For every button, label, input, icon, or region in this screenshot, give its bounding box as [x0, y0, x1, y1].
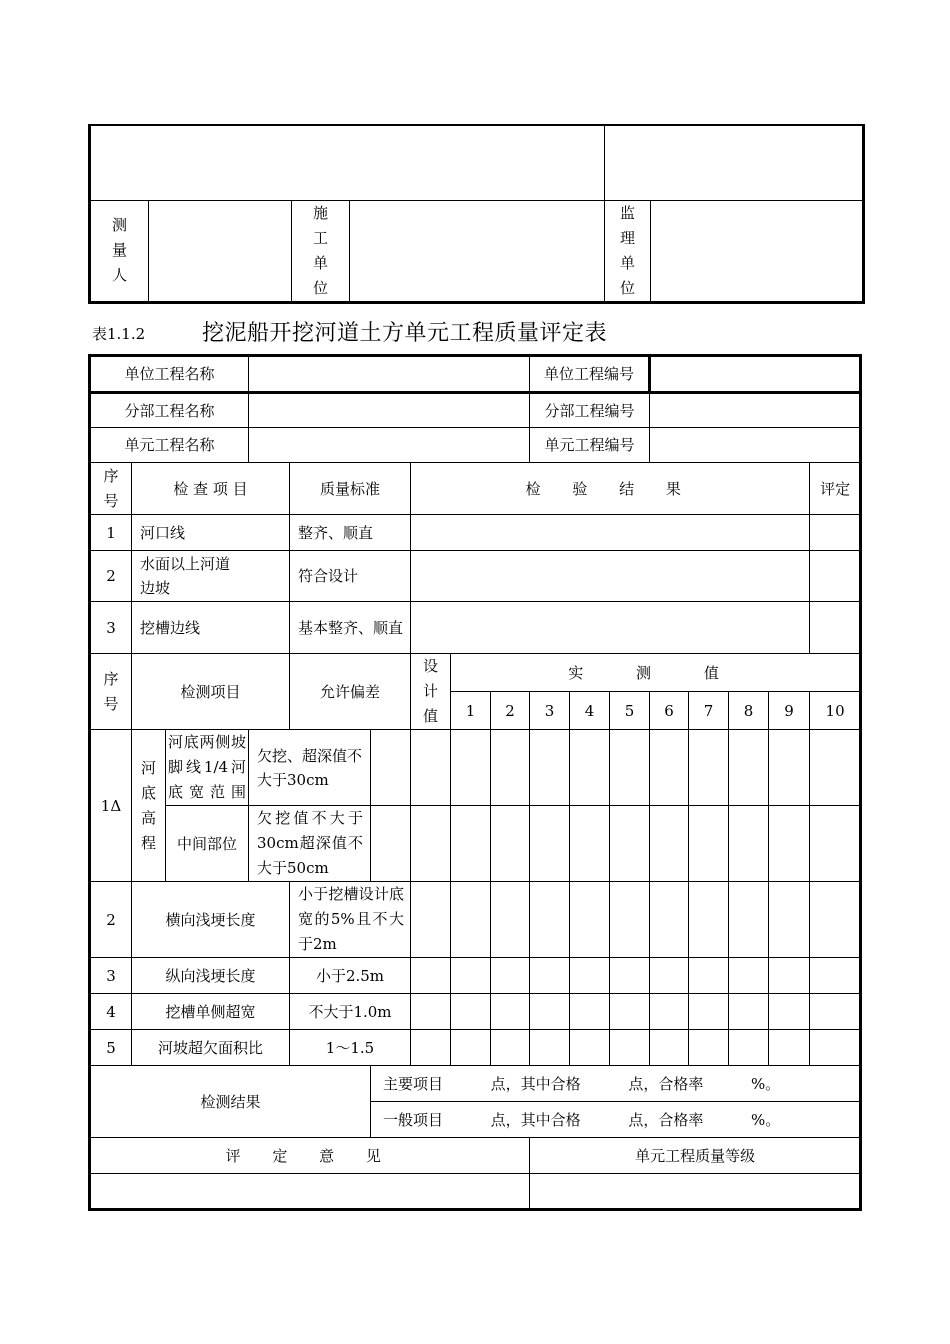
measure-seq: 3 — [90, 958, 132, 994]
design-value[interactable] — [411, 994, 451, 1030]
measured-value[interactable] — [491, 994, 530, 1030]
inspection-seq-header — [90, 463, 132, 515]
measured-value[interactable] — [610, 882, 650, 958]
measure-seq: 2 — [90, 882, 132, 958]
seq-header-text: 序号 — [103, 466, 119, 510]
measure-item: 河坡超欠面积比 — [132, 1030, 290, 1066]
measure-item-text: 河底两侧坡脚线1/4河底宽范围 — [168, 733, 246, 801]
measured-value[interactable] — [610, 994, 650, 1030]
measured-value[interactable] — [769, 806, 810, 882]
measured-value[interactable] — [810, 994, 861, 1030]
measured-value[interactable] — [530, 958, 570, 994]
inspection-item: 河口线 — [132, 515, 290, 551]
measure-tolerance — [249, 806, 371, 882]
unit-project-no-label: 单位工程编号 — [530, 356, 650, 393]
measured-value[interactable] — [689, 994, 729, 1030]
table-row — [90, 882, 861, 958]
inspection-item-header: 检 查 项 目 — [132, 463, 290, 515]
measure-item: 挖槽单侧超宽 — [132, 994, 290, 1030]
table-row — [90, 1030, 861, 1066]
measure-number: 3 — [530, 692, 570, 730]
measured-value[interactable] — [491, 730, 530, 806]
measure-item: 中间部位 — [166, 806, 249, 882]
measured-value[interactable] — [570, 730, 610, 806]
measured-value[interactable] — [610, 1030, 650, 1066]
measured-value[interactable] — [451, 730, 491, 806]
measure-number: 6 — [650, 692, 689, 730]
evaluation-opinion-value[interactable] — [90, 1174, 530, 1210]
measure-number: 9 — [769, 692, 810, 730]
measure-design-text: 设计值 — [423, 657, 439, 725]
top-blank-cell-left — [90, 125, 605, 200]
design-value[interactable] — [371, 730, 411, 806]
table-row — [90, 730, 861, 806]
measured-value[interactable] — [610, 958, 650, 994]
inspection-item-text: 水面以上河道边坡 — [140, 555, 231, 597]
measure-number: 4 — [570, 692, 610, 730]
inspection-seq: 3 — [90, 602, 132, 654]
unit-project-no-value[interactable] — [650, 356, 861, 393]
inspection-eval-cell[interactable] — [810, 602, 861, 654]
table-number: 表1.1.2 — [92, 325, 146, 343]
measure-tolerance: 不大于1.0m — [290, 994, 411, 1030]
inspection-item — [132, 551, 290, 602]
inspection-standard-text: 基本整齐、顺直 — [298, 618, 404, 637]
top-blank-cell-right — [605, 125, 864, 200]
design-value[interactable] — [411, 1030, 451, 1066]
measured-value[interactable] — [491, 882, 530, 958]
measured-value[interactable] — [729, 730, 769, 806]
measured-value[interactable] — [689, 958, 729, 994]
measured-value[interactable] — [810, 1030, 861, 1066]
inspection-result-cell[interactable] — [411, 602, 810, 654]
measure-tolerance-text: 小于挖槽设计底宽的5%且不大于2m — [298, 885, 404, 953]
measure-design-header — [411, 654, 451, 730]
measure-item: 纵向浅埂长度 — [132, 958, 290, 994]
surveyor-label: 测量人 — [112, 216, 128, 284]
measured-value[interactable] — [570, 882, 610, 958]
measured-value[interactable] — [610, 730, 650, 806]
table-caption — [92, 316, 862, 346]
measured-value[interactable] — [650, 806, 689, 882]
table-row — [90, 994, 861, 1030]
table-row — [90, 602, 861, 654]
inspection-result-cell[interactable] — [411, 515, 810, 551]
test-result-text: 检测结果 — [200, 1092, 261, 1111]
measured-value[interactable] — [570, 1030, 610, 1066]
measured-value[interactable] — [650, 730, 689, 806]
construction-unit-label: 施工单位 — [313, 203, 329, 297]
measure-seq: 1Δ — [90, 730, 132, 882]
measure-seq-header — [90, 654, 132, 730]
construction-unit-value[interactable] — [350, 200, 605, 302]
inspection-seq: 1 — [90, 515, 132, 551]
measured-value[interactable] — [491, 806, 530, 882]
measure-tolerance-header: 允许偏差 — [290, 654, 411, 730]
main-items-result[interactable]: 主要项目 点，其中合格 点，合格率 %。 — [371, 1066, 861, 1102]
measured-value[interactable] — [570, 958, 610, 994]
measure-number: 2 — [491, 692, 530, 730]
measured-value[interactable] — [650, 958, 689, 994]
general-items-result[interactable]: 一般项目 点，其中合格 点，合格率 %。 — [371, 1102, 861, 1138]
element-project-no-label: 单元工程编号 — [530, 428, 650, 463]
measure-seq: 5 — [90, 1030, 132, 1066]
table-row — [90, 958, 861, 994]
measure-seq: 4 — [90, 994, 132, 1030]
measure-tolerance-text: 欠挖、超深值不大于30cm — [257, 746, 363, 789]
unit-project-name-label: 单位工程名称 — [90, 356, 249, 393]
measured-values-header: 实 测 值 — [451, 654, 861, 692]
measured-value[interactable] — [810, 882, 861, 958]
measure-number: 5 — [610, 692, 650, 730]
measured-value[interactable] — [689, 806, 729, 882]
measured-value[interactable] — [769, 882, 810, 958]
measure-tolerance: 1～1.5 — [290, 1030, 411, 1066]
inspection-result-header: 检 验 结 果 — [411, 463, 810, 515]
test-result-label — [90, 1066, 371, 1138]
pass-rate-value[interactable] — [810, 806, 861, 882]
measured-value[interactable] — [729, 806, 769, 882]
quality-evaluation-table — [88, 354, 862, 1211]
measured-value[interactable] — [610, 806, 650, 882]
table-title: 挖泥船开挖河道土方单元工程质量评定表 — [202, 321, 608, 346]
supervision-unit-value[interactable] — [651, 200, 864, 302]
measure-number: 8 — [729, 692, 769, 730]
measure-tolerance — [290, 882, 411, 958]
surveyor-label-cell — [90, 200, 149, 302]
inspection-standard-header: 质量标准 — [290, 463, 411, 515]
quality-grade-header: 单元工程质量等级 — [530, 1138, 861, 1174]
sub-project-no-label: 分部工程编号 — [530, 393, 650, 428]
measured-value[interactable] — [530, 994, 570, 1030]
measured-value[interactable] — [769, 994, 810, 1030]
table-row — [90, 551, 861, 602]
measured-value[interactable] — [570, 806, 610, 882]
supervision-label-cell — [605, 200, 651, 302]
inspection-eval-header: 评定 — [810, 463, 861, 515]
evaluation-opinion-header: 评 定 意 见 — [90, 1138, 530, 1174]
measure-number: 10 — [810, 692, 861, 730]
measured-value[interactable] — [689, 730, 729, 806]
pass-rate-value[interactable] — [810, 730, 861, 806]
inspection-seq: 2 — [90, 551, 132, 602]
inspection-result-cell[interactable] — [411, 551, 810, 602]
element-project-no-value[interactable] — [650, 428, 861, 463]
top-record-table — [88, 124, 865, 304]
measure-number: 7 — [689, 692, 729, 730]
inspection-standard — [290, 602, 411, 654]
measured-value[interactable] — [650, 1030, 689, 1066]
design-value[interactable] — [411, 882, 451, 958]
inspection-standard: 整齐、顺直 — [290, 515, 411, 551]
measured-value[interactable] — [689, 1030, 729, 1066]
measured-value[interactable] — [689, 882, 729, 958]
measure-item-header: 检测项目 — [132, 654, 290, 730]
measure-item — [166, 730, 249, 806]
measured-value[interactable] — [570, 994, 610, 1030]
measured-value[interactable] — [650, 994, 689, 1030]
surveyor-value[interactable] — [149, 200, 292, 302]
sub-project-name-label: 分部工程名称 — [90, 393, 249, 428]
measure-group-cell — [132, 730, 166, 882]
inspection-item: 挖槽边线 — [132, 602, 290, 654]
measure-tolerance-text: 欠挖值不大于30cm超深值不大于50cm — [257, 809, 363, 877]
measure-tolerance: 小于2.5m — [290, 958, 411, 994]
measured-value[interactable] — [451, 806, 491, 882]
measured-value[interactable] — [530, 882, 570, 958]
measured-value[interactable] — [769, 958, 810, 994]
measured-value[interactable] — [769, 1030, 810, 1066]
measured-value[interactable] — [530, 806, 570, 882]
table-row — [90, 515, 861, 551]
measure-item: 横向浅埂长度 — [132, 882, 290, 958]
measured-value[interactable] — [491, 1030, 530, 1066]
measured-value[interactable] — [451, 958, 491, 994]
measured-value[interactable] — [530, 730, 570, 806]
measured-value[interactable] — [810, 958, 861, 994]
measure-tolerance — [249, 730, 371, 806]
design-value[interactable] — [371, 806, 411, 882]
measured-value[interactable] — [411, 730, 451, 806]
sub-project-no-value[interactable] — [650, 393, 861, 428]
measured-value[interactable] — [769, 730, 810, 806]
measured-value[interactable] — [491, 958, 530, 994]
construction-label-cell — [292, 200, 350, 302]
quality-grade-value[interactable] — [530, 1174, 861, 1210]
measured-value[interactable] — [729, 958, 769, 994]
measured-value[interactable] — [530, 1030, 570, 1066]
measured-value[interactable] — [451, 882, 491, 958]
measured-value[interactable] — [729, 882, 769, 958]
measured-value[interactable] — [411, 806, 451, 882]
measured-value[interactable] — [451, 1030, 491, 1066]
element-project-name-label: 单元工程名称 — [90, 428, 249, 463]
measured-value[interactable] — [650, 882, 689, 958]
sub-project-name-value[interactable] — [249, 393, 530, 428]
element-project-name-value[interactable] — [249, 428, 530, 463]
inspection-eval-cell[interactable] — [810, 515, 861, 551]
supervision-unit-label: 监理单位 — [620, 203, 636, 297]
riverbed-elevation-label: 河底高程 — [141, 758, 157, 852]
design-value[interactable] — [411, 958, 451, 994]
measured-value[interactable] — [729, 1030, 769, 1066]
unit-project-name-value[interactable] — [249, 356, 530, 393]
measured-value[interactable] — [729, 994, 769, 1030]
measure-number: 1 — [451, 692, 491, 730]
inspection-standard: 符合设计 — [290, 551, 411, 602]
inspection-eval-cell[interactable] — [810, 551, 861, 602]
table-row — [90, 806, 861, 882]
measure-seq-text: 序号 — [103, 669, 119, 713]
measured-value[interactable] — [451, 994, 491, 1030]
